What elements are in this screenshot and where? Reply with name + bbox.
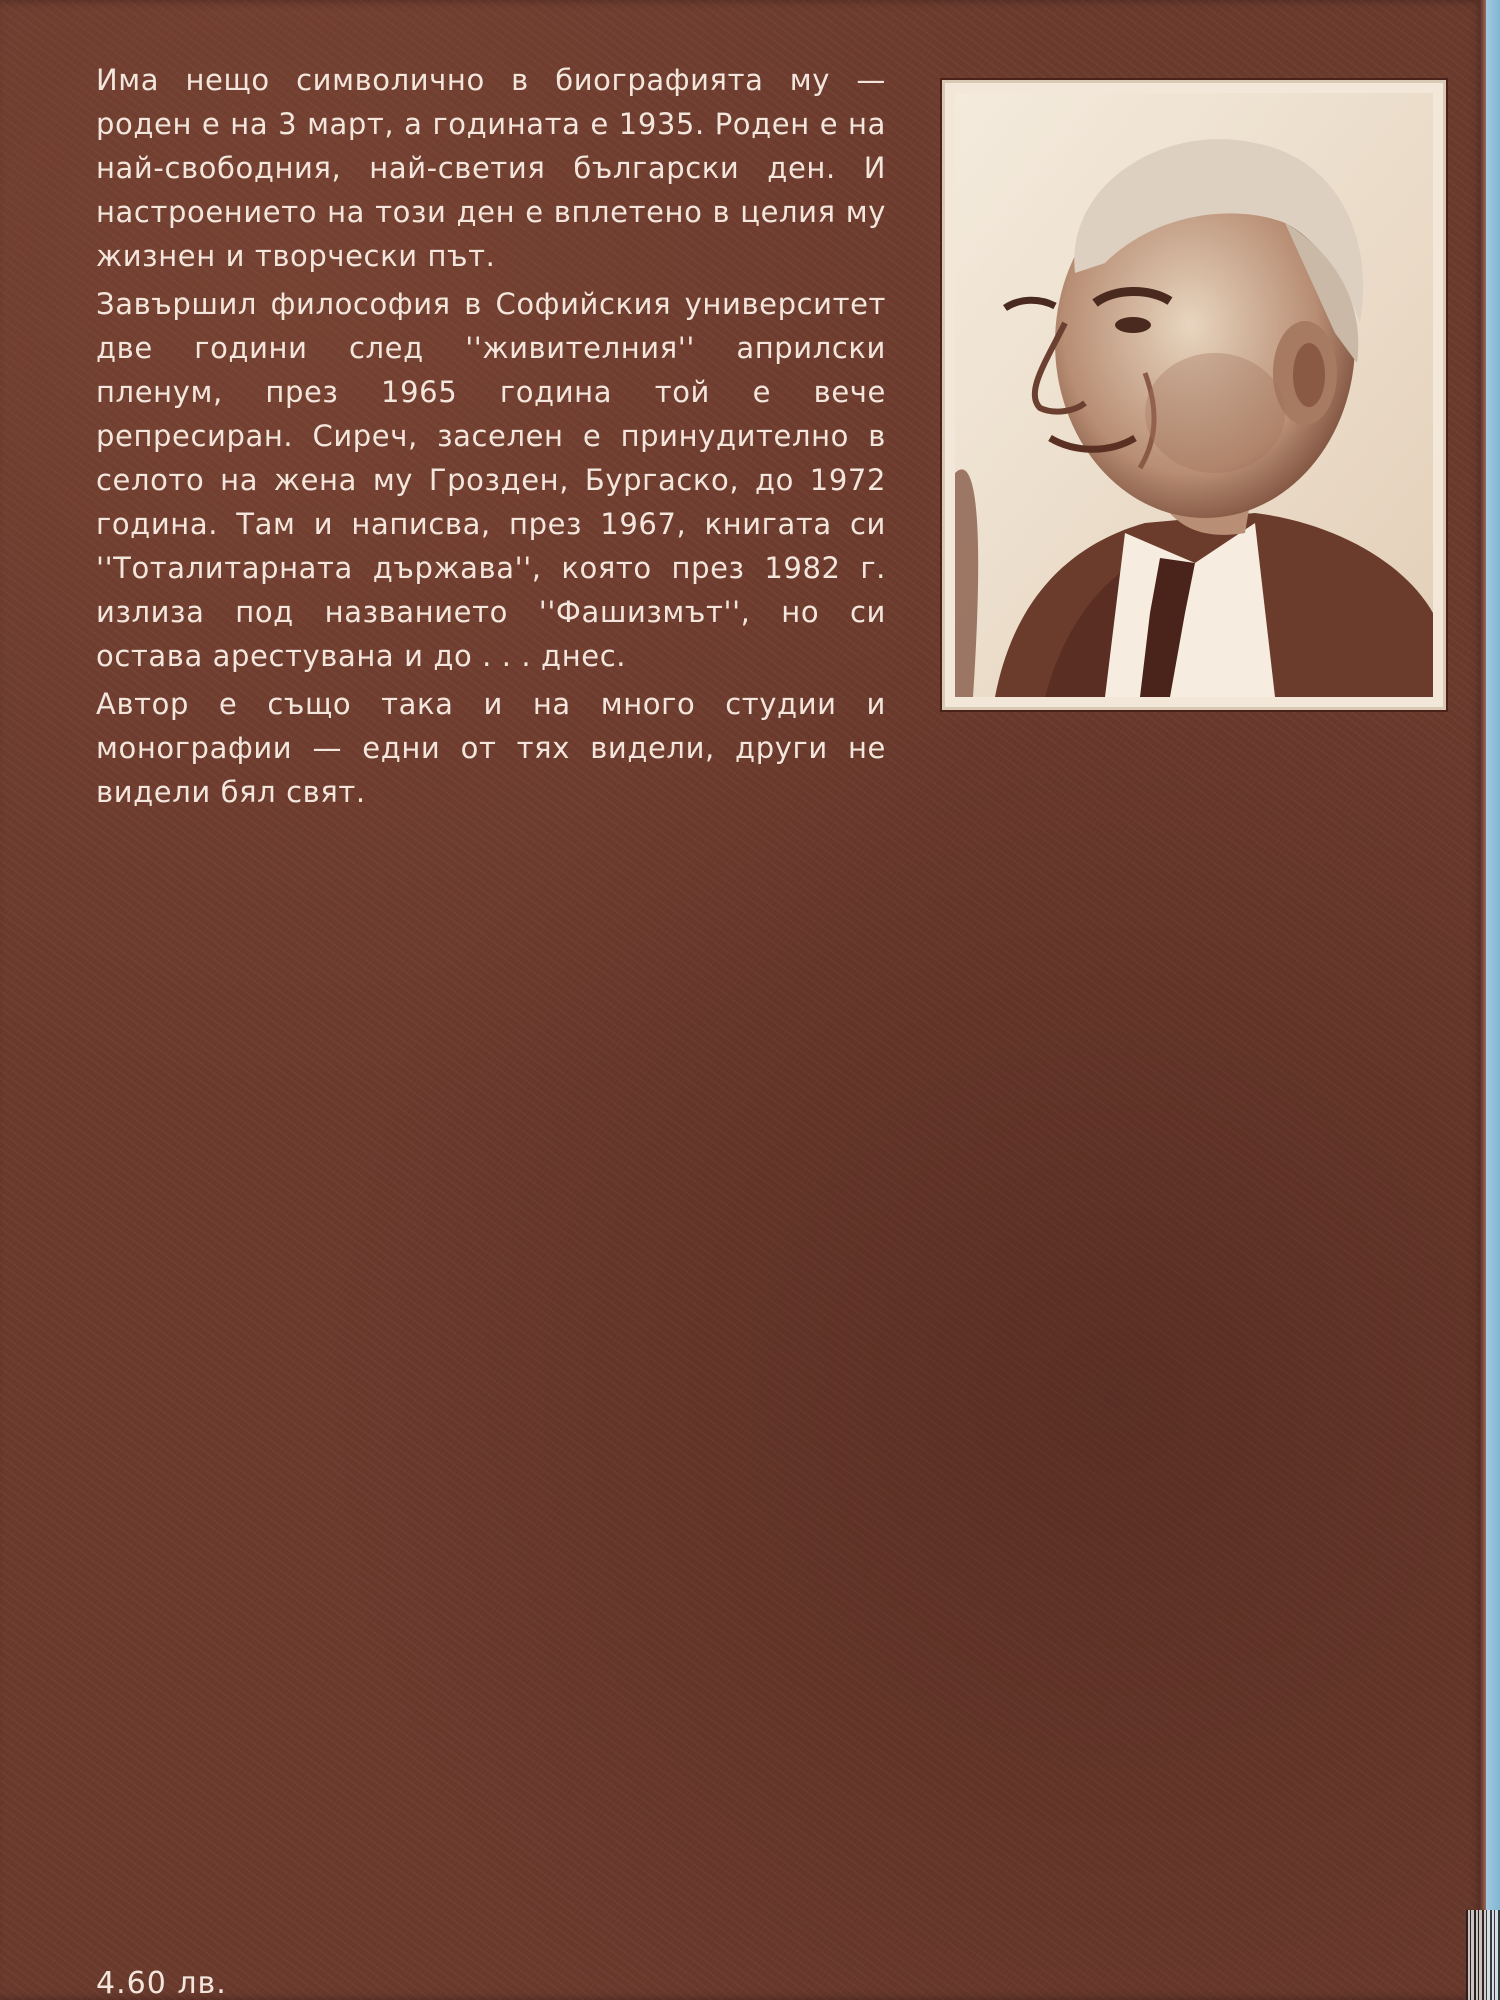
price-label: 4.60 лв.	[96, 1966, 227, 2000]
barcode-sticker-fragment	[1466, 1910, 1500, 2000]
bio-paragraph: Завършил философия в Софийския университет две години след ''живителния'' априлски пленум, през 1965 година той е вече репресиран. Сиреч, заселен е принудително в селото на жена му Грозден, Бургаско, до 1972 година. Там и написва, през 1967, книгата си ''Тоталитарната държава'', която през 1982 г. излиза под названието ''Фашизмът'', но си остава арестувана и до . . . днес.	[96, 287, 886, 673]
author-portrait	[955, 93, 1433, 697]
bio-paragraph: Автор е също така и на много студии и монографии — едни от тях видели, други не видели бял свят.	[96, 687, 886, 809]
bio-paragraph: Има нещо символично в биографията му — роден е на 3 март, а годината е 1935. Роден е на най-свободния, най-светия български ден. И настроението на този ден е вплетено в целия му жизнен и творчески път.	[96, 63, 886, 273]
cover-edge	[1480, 0, 1486, 2000]
author-biography	[96, 58, 886, 818]
author-portrait-image	[955, 93, 1433, 697]
author-portrait-frame	[942, 80, 1446, 710]
